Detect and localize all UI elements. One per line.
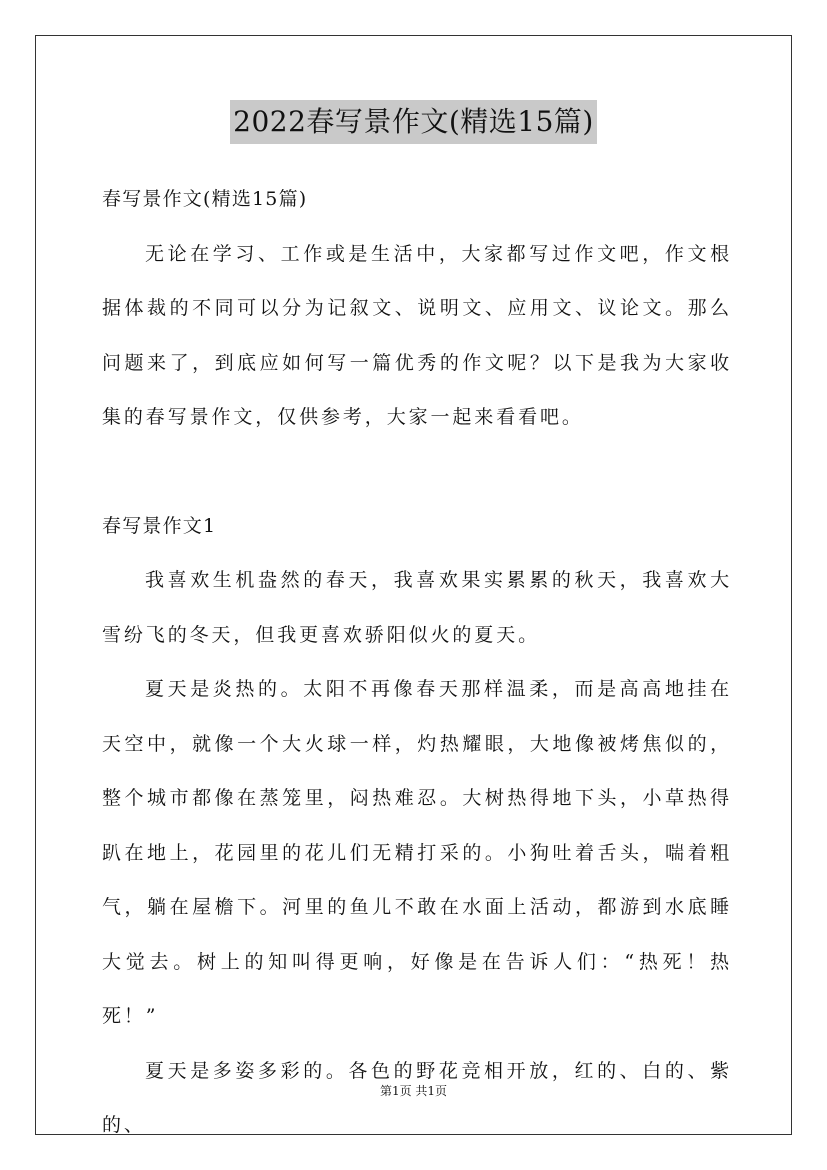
- body-paragraph-1: 我喜欢生机盎然的春天，我喜欢果实累累的秋天，我喜欢大雪纷飞的冬天，但我更喜欢骄阳似火的夏天。: [102, 569, 732, 646]
- page-number: 第1页 共1页: [379, 1084, 448, 1098]
- document-title: 2022春写景作文(精选15篇): [230, 100, 597, 144]
- document-body: [102, 172, 732, 1153]
- section-gap: [102, 445, 732, 499]
- body-paragraph-2: 夏天是炎热的。太阳不再像春天那样温柔，而是高高地挂在天空中，就像一个大火球一样，灼热耀眼，大地像被烤焦似的，整个城市都像在蒸笼里，闷热难忍。大树热得地下头，小草热得趴在地上，花园里的花儿们无精打采的。小狗吐着舌头，喘着粗气，躺在屋檐下。河里的鱼儿不敢在水面上活动，都游到水底睡大觉去。树上的知叫得更响，好像是在告诉人们：“热死！热死！”: [102, 678, 732, 1027]
- page-footer: [0, 1083, 827, 1099]
- body-paragraph-3: 夏天是多姿多彩的。各色的野花竞相开放，红的、白的、紫的、: [102, 1059, 732, 1136]
- section-heading: 春写景作文1: [102, 514, 217, 537]
- document-subtitle: 春写景作文(精选15篇): [102, 188, 308, 210]
- intro-paragraph: 无论在学习、工作或是生活中，大家都写过作文吧，作文根据体裁的不同可以分为记叙文、说明文、应用文、议论文。那么问题来了，到底应如何写一篇优秀的作文呢？以下是我为大家收集的春写景作文，仅供参考，大家一起来看看吧。: [102, 242, 732, 428]
- title-area: [0, 100, 827, 144]
